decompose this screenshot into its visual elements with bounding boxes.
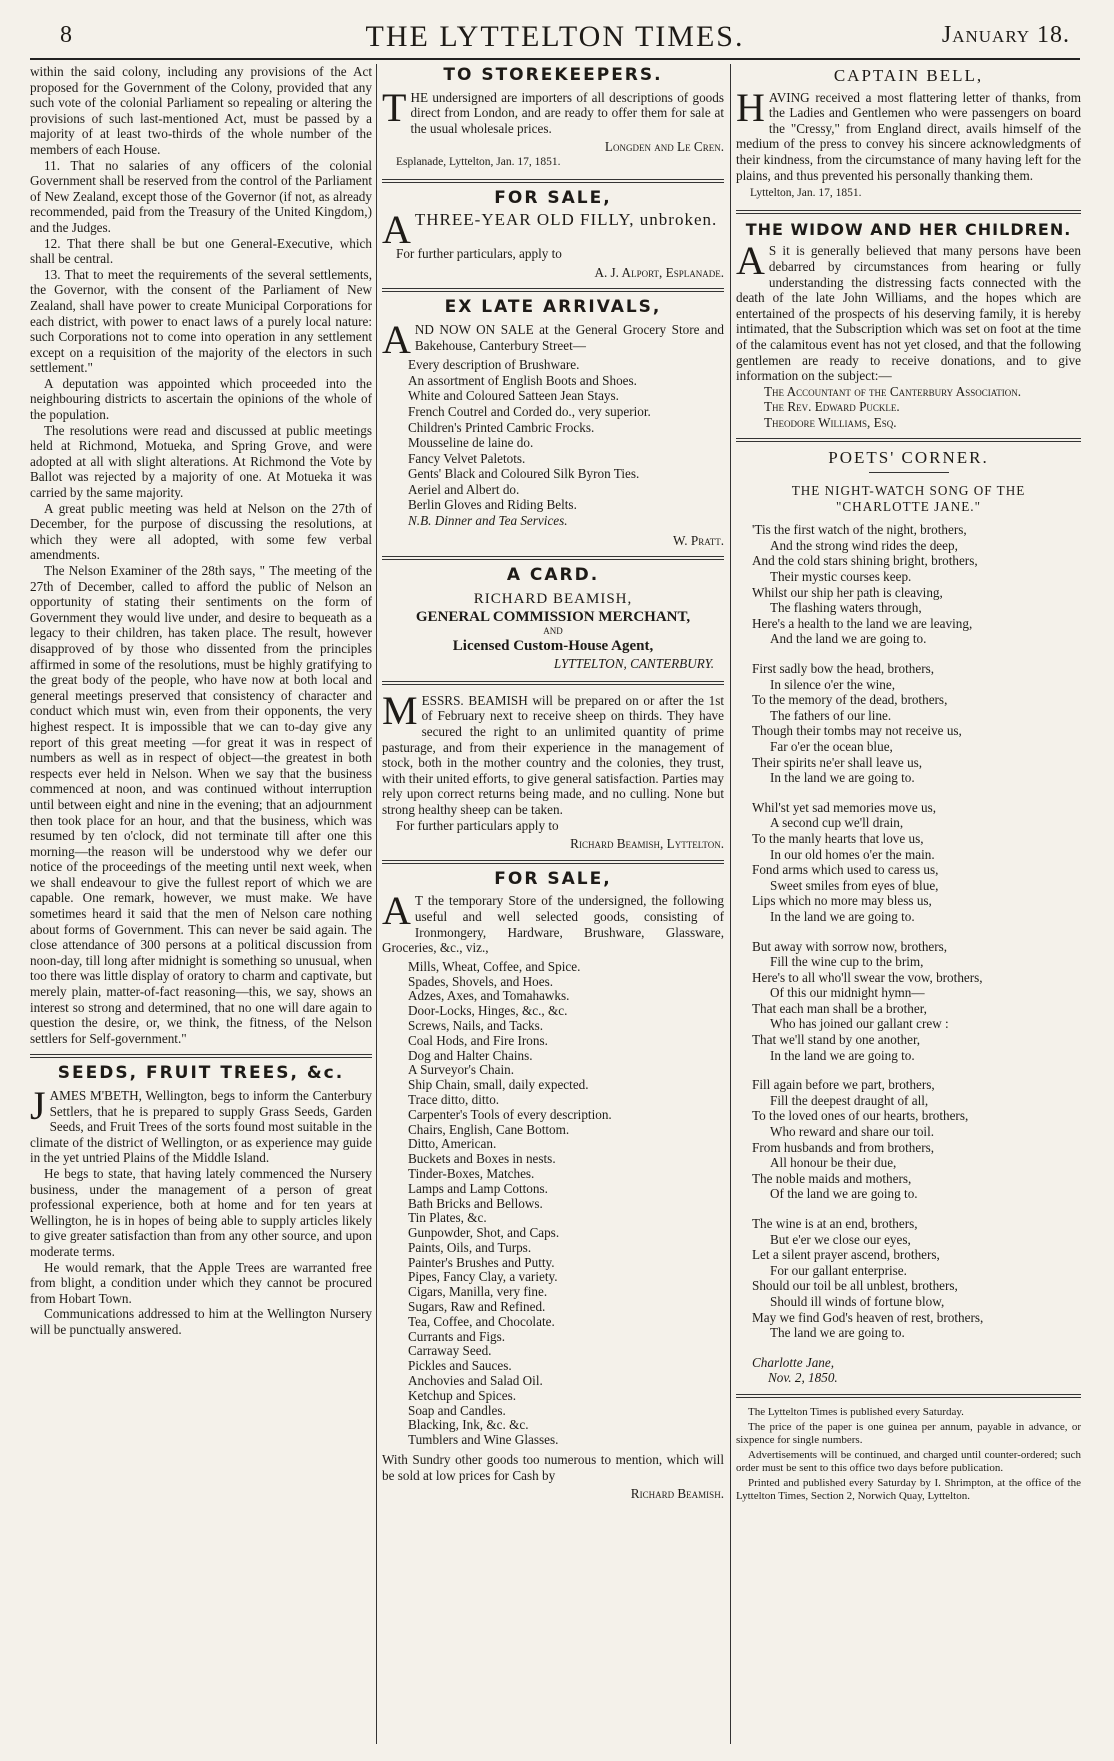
- poem-line: Here's to all who'll swear the vow, brothers,: [752, 969, 983, 985]
- list-item: Sugars, Raw and Refined.: [408, 1299, 546, 1315]
- publication-notice: [736, 1406, 1081, 1503]
- poem-line: But away with sorrow now, brothers,: [752, 938, 948, 954]
- widow-names: [764, 384, 1081, 431]
- list-item: White and Coloured Satteen Jean Stays.: [408, 388, 619, 404]
- notice-line: The Lyttelton Times is published every Saturday.: [748, 1405, 964, 1418]
- poem-line: Lips which no more may bless us,: [752, 893, 932, 909]
- drop-cap: M: [382, 687, 418, 733]
- poem-stanza: [752, 939, 1081, 1064]
- poem-line: For our gallant enterprise.: [770, 1262, 907, 1278]
- poem-line: May we find God's heaven of rest, brothers,: [752, 1309, 984, 1325]
- drop-cap: H: [736, 84, 765, 130]
- list-item: Tin Plates, &c.: [408, 1210, 487, 1226]
- seeds-paragraph: [30, 1083, 372, 1166]
- forsale-text: [382, 888, 724, 956]
- bell-heading: CAPTAIN BELL,: [833, 66, 984, 85]
- section-rule: [30, 1054, 372, 1058]
- poem-line: A second cup we'll drain,: [770, 815, 904, 831]
- poem-title: THE NIGHT-WATCH SONG OF THE: [791, 483, 1026, 499]
- poem-line: The noble maids and mothers,: [752, 1170, 912, 1186]
- arrivals-list: [408, 357, 724, 529]
- article-paragraph: The Nelson Examiner of the 28th says, " The meeting of the 27th of December, called to afford the public of Nelson an opportunity of stating their sentiments on the form of Government they would live under, and desire to bequeath as a legacy to their children, has taken place. The result, however disapproved of by those who dissented from the principles affirmed in some of the resolutions, must be highly gratifying to the great body of the people, who have now at both local and general meetings preserved that consistency of character and conduct which must win, even from their opponents, the very highest respect. It is impossible that we can to-day give any report of this great meeting —for great it was in respect of numbers as well as in respect of object—the greatest in both respects ever held in Nelson. When we say that the business commenced at noon, and was continued without interruption until between eight and nine in the evening; that an adjournment then took place for an hour, and that the business, which was resumed by ten o'clock, did not terminate till after one this morning—the reason will be understood why we defer our notice of the proceedings of the meeting until next week, when we shall endeavour to give the fullest report of which we are capable. One remark, however, we must make. We have sometimes heard it said that the men of Nelson care nothing about forms of Government. This can never be said again. The close attendance of 300 persons at a political discussion from noon-day, till long after midnight is something so unusual, when too there was little display of oratory to charm and captivate, but merely plain, matter-of-fact reasoning—this, we say, shows an interest so strong and determined, that no one will dare again to question the desire, or, we think, the fitness, of the Nelson settlers for Self-government.": [30, 563, 372, 1046]
- drop-cap: T: [382, 84, 407, 130]
- section-rule: [382, 556, 724, 560]
- poem-line: Who reward and share our toil.: [770, 1124, 935, 1140]
- bell-date: Lyttelton, Jan. 17, 1851.: [750, 187, 862, 200]
- poem-stanza: [752, 1216, 1081, 1341]
- list-item: Tea, Coffee, and Chocolate.: [408, 1313, 555, 1329]
- notice-line: Advertisements will be continued, and charged until counter-ordered; such order must be sent to this office two days before publication.: [736, 1448, 1081, 1474]
- poem-line: Here's a health to the land we are leaving,: [752, 615, 973, 631]
- poem-line: And the strong wind rides the deep,: [770, 537, 958, 553]
- drop-cap: A: [382, 888, 411, 934]
- poem-body: [752, 522, 1081, 1341]
- list-item: Pickles and Sauces.: [408, 1358, 512, 1374]
- filly-signature: A. J. Alport, Esplanade.: [594, 264, 724, 280]
- column-2: [382, 64, 724, 1502]
- poets-heading: POETS' CORNER.: [828, 448, 989, 468]
- list-item: Ketchup and Spices.: [408, 1387, 517, 1403]
- masthead: [30, 18, 1080, 60]
- section-rule: [382, 288, 724, 292]
- list-item: Blacking, Ink, &c. &c.: [408, 1417, 529, 1433]
- forsale-close: With Sundry other goods too numerous to mention, which will be sold at low prices for Cash by: [382, 1452, 724, 1483]
- card-and: AND: [543, 625, 563, 636]
- drop-cap: A: [382, 207, 411, 253]
- section-rule: [736, 438, 1081, 442]
- storekeepers-heading: TO STOREKEEPERS.: [443, 65, 663, 85]
- list-item: Screws, Nails, and Tacks.: [408, 1017, 544, 1033]
- poem-line: In the land we are going to.: [770, 908, 915, 924]
- poem-signature: Charlotte Jane,: [752, 1354, 835, 1370]
- poem-line: Whil'st yet sad memories move us,: [752, 799, 937, 815]
- seeds-text: AMES M'BETH, Wellington, begs to inform the Canterbury Settlers, that he is prepared to supply Grass Seeds, Garden Seeds, and Fruit Trees of the sorts found most suitable in the climate of the district of Wellington, or as experience may guide in the yet untried Plains of the Middle Island.: [30, 1088, 372, 1166]
- poem-line: In our old homes o'er the main.: [770, 846, 935, 862]
- goods-list: [408, 960, 724, 1448]
- forsale-body: T the temporary Store of the undersigned, the following useful and well selected goods, consisting of Ironmongery, Hardware, Brushware, Glassware, Groceries, &c., viz.,: [382, 893, 724, 956]
- poem-line: Their mystic courses keep.: [770, 569, 912, 585]
- list-item: Bath Bricks and Bellows.: [408, 1195, 543, 1211]
- card-role: GENERAL COMMISSION MERCHANT,: [415, 608, 691, 625]
- list-item: Coal Hods, and Fire Irons.: [408, 1032, 548, 1048]
- list-item: Lamps and Lamp Cottons.: [408, 1180, 548, 1196]
- poem-line: Fill again before we part, brothers,: [752, 1077, 935, 1093]
- list-item: The Accountant of the Canterbury Association.: [764, 383, 1022, 399]
- page-number: 8: [60, 22, 72, 48]
- list-item: A Surveyor's Chain.: [408, 1062, 515, 1078]
- list-item: Ditto, American.: [408, 1136, 497, 1152]
- widow-body: S it is generally believed that many persons have been debarred by circumstances from hearing or fully understanding the distressing facts connected with the death of the late John Williams, and the hopes which are entertained of the prospects of his deserving family, it is hereby intimated, that the Subscription which was set on foot at the time of the calamitous event has not yet closed, and that the following gentlemen are ready to receive donations, and to give information on the subject:—: [736, 243, 1081, 384]
- list-item: Carraway Seed.: [408, 1343, 492, 1359]
- seeds-heading: SEEDS, FRUIT TREES, &c.: [57, 1063, 345, 1084]
- list-item: Trace ditto, ditto.: [408, 1091, 500, 1107]
- card-role-2: Licensed Custom-House Agent,: [452, 637, 654, 654]
- short-rule: [869, 472, 949, 473]
- poem-line: Their spirits ne'er shall leave us,: [752, 754, 923, 770]
- card-name: RICHARD BEAMISH,: [473, 590, 633, 607]
- messrs-signature: Richard Beamish, Lyttelton.: [570, 836, 724, 852]
- list-item: Paints, Oils, and Turps.: [408, 1239, 532, 1255]
- poem-stanza: [752, 522, 1081, 647]
- list-item: Ship Chain, small, daily expected.: [408, 1077, 589, 1093]
- section-rule: [736, 210, 1081, 214]
- poem-line: The flashing waters through,: [770, 600, 922, 616]
- article-paragraph: 12. That there shall be but one General-Executive, which shall be central.: [30, 235, 372, 267]
- poem-line: To the manly hearts that love us,: [752, 830, 924, 846]
- list-item: Pipes, Fancy Clay, a variety.: [408, 1269, 558, 1285]
- issue-date: January 18.: [941, 22, 1070, 48]
- poem-date: Nov. 2, 1850.: [768, 1370, 838, 1386]
- list-item: Soap and Candles.: [408, 1402, 506, 1418]
- list-item: Berlin Gloves and Riding Belts.: [408, 497, 577, 513]
- storekeepers-date: Esplanade, Lyttelton, Jan. 17, 1851.: [396, 155, 561, 168]
- poem-line: From husbands and from brothers,: [752, 1139, 935, 1155]
- card-heading: A CARD.: [506, 565, 600, 586]
- article-paragraph: A deputation was appointed which proceeded into the neighbouring districts to ascertain the opinions of the whole of the population.: [30, 375, 372, 423]
- poem-line: First sadly bow the head, brothers,: [752, 661, 935, 676]
- list-item: Aeriel and Albert do.: [408, 481, 520, 497]
- section-rule: [382, 179, 724, 183]
- arrivals-heading: EX LATE ARRIVALS,: [444, 297, 662, 318]
- list-item: Gents' Black and Coloured Silk Byron Ties.: [408, 466, 640, 482]
- poem-line: Let a silent prayer ascend, brothers,: [752, 1247, 940, 1263]
- list-item: Tinder-Boxes, Matches.: [408, 1165, 535, 1181]
- list-item: Buckets and Boxes in nests.: [408, 1151, 556, 1167]
- article-paragraph: 11. That no salaries of any officers of the colonial Government shall be reserved from the control of the Parliament of New Zealand, except those of the Governor (if not, as already recommended, paid from the Treasury of the United Kingdom,) and the Judges.: [30, 157, 372, 235]
- poem-line: That each man shall be a brother,: [752, 1000, 927, 1016]
- list-item: Gunpowder, Shot, and Caps.: [408, 1225, 560, 1241]
- notice-line: The price of the paper is one guinea per annum, payable in advance, or sixpence for single numbers.: [736, 1420, 1081, 1446]
- storekeepers-text: [382, 84, 724, 137]
- poem-line: To the memory of the dead, brothers,: [752, 692, 948, 708]
- list-item: Currants and Figs.: [408, 1328, 506, 1344]
- list-item: Tumblers and Wine Glasses.: [408, 1432, 559, 1448]
- list-item: Carpenter's Tools of every description.: [408, 1106, 612, 1122]
- seeds-paragraph: Communications addressed to him at the Wellington Nursery will be punctually answered.: [30, 1306, 372, 1337]
- poem-line: Sweet smiles from eyes of blue,: [770, 877, 939, 893]
- drop-cap: A: [736, 238, 765, 284]
- card-place: LYTTELTON, CANTERBURY.: [553, 655, 714, 671]
- filly-text: [382, 207, 724, 253]
- list-item: Spades, Shovels, and Hoes.: [408, 973, 554, 989]
- list-item: Theodore Williams, Esq.: [764, 414, 897, 430]
- section-rule: [736, 1394, 1081, 1398]
- storekeepers-signature: Longden and Le Cren.: [604, 139, 724, 155]
- list-item: Children's Printed Cambric Frocks.: [408, 419, 595, 435]
- poem-line: In the land we are going to.: [770, 770, 915, 786]
- list-item: Fancy Velvet Paletots.: [408, 450, 526, 466]
- poem-stanza: [752, 800, 1081, 925]
- messrs-text: [382, 687, 724, 818]
- poem-line: And the cold stars shining bright, brothers,: [752, 553, 978, 569]
- article-paragraph: The resolutions were read and discussed at public meetings held at Richmond, Motueka, and Spring Grove, and were adopted at all with slight alterations. At Richmond the Vote by Ballot was rejected by a majority of one. At Motueka it was carried by the same majority.: [30, 422, 372, 501]
- drop-cap: J: [30, 1083, 46, 1128]
- poem-line: Of this our midnight hymn—: [770, 985, 925, 1001]
- seeds-paragraph: He begs to state, that having lately commenced the Nursery business, under the management of a person of great professional experience, both at home and for ten years at Wellington, he is in hopes of being able to supply articles likely to give greater satisfaction than from any other source, and upon moderate terms.: [30, 1165, 372, 1259]
- forsale-heading: FOR SALE,: [494, 868, 612, 889]
- column-rule: [730, 64, 731, 1744]
- list-item: Mousseline de laine do.: [408, 435, 534, 451]
- poem-subtitle: "CHARLOTTE JANE.": [836, 498, 981, 514]
- filly-apply: For further particulars, apply to: [396, 246, 562, 262]
- list-item: Mills, Wheat, Coffee, and Spice.: [408, 958, 581, 974]
- poem-line: Should ill winds of fortune blow,: [770, 1293, 945, 1309]
- poem-line: Who has joined our gallant crew :: [770, 1016, 949, 1032]
- section-rule: [382, 860, 724, 864]
- list-item: Dog and Halter Chains.: [408, 1047, 533, 1063]
- drop-cap: A: [382, 316, 411, 362]
- article-paragraph: 13. That to meet the requirements of the several settlements, the Governor, with the consent of the Parliament of New Zealand, shall have power to create Municipal Corporations for each district, with power to enact laws of a purely local nature: such Corporations not to come into operation in any settlement except on a requisition of the majority of the electors in such settlement.": [30, 266, 372, 376]
- poem-line: Fill the deepest draught of all,: [770, 1092, 929, 1108]
- poem-line: But e'er we close our eyes,: [770, 1231, 911, 1247]
- poem-line: The land we are going to.: [770, 1325, 905, 1341]
- notice-line: Printed and published every Saturday by I. Shrimpton, at the office of the Lyttelton Times, Section 2, Norwich Quay, Lyttelton.: [736, 1476, 1081, 1502]
- poem-line: In the land we are going to.: [770, 1047, 915, 1063]
- list-item: Cigars, Manilla, very fine.: [408, 1284, 548, 1300]
- article-paragraph: A great public meeting was held at Nelson on the 27th of December, for the purpose of discussing the resolutions, at which they were all adopted, with some few verbal amendments.: [30, 500, 372, 563]
- widow-text: [736, 238, 1081, 384]
- poem-line: And the land we are going to.: [770, 631, 927, 647]
- poem-line: Fond arms which used to caress us,: [752, 862, 939, 878]
- poem-stanza: [752, 661, 1081, 786]
- poem-line: That we'll stand by one another,: [752, 1032, 921, 1048]
- storekeepers-body: HE undersigned are importers of all descriptions of goods direct from London, and are ready to offer them for sale at the usual wholesale prices.: [410, 89, 724, 136]
- messrs-body: ESSRS. BEAMISH will be prepared on or after the 1st of February next to receive sheep on thirds. They have secured the right to an unlimited quantity of prime pasturage, and from their experience in the management of stock, both in the mother country and the colonies, they trust, with their united efforts, to give general satisfaction. Parties may rely upon correct returns being made, and no culling. None but strong healthy sheep can be taken.: [382, 692, 724, 817]
- list-item: Anchovies and Salad Oil.: [408, 1373, 543, 1389]
- messrs-apply: For further particulars apply to: [396, 817, 559, 833]
- article-paragraph: within the said colony, including any provisions of the Act proposed for the Government of the Colony, provided that any such vote of the colonial Parliament so repealing or altering the provisions of such last-mentioned Act, must be passed by a majority of at least two-thirds of the whole number of the members of each House.: [30, 64, 372, 157]
- poem-stanza: [752, 1077, 1081, 1202]
- filly-heading: FOR SALE,: [494, 187, 612, 208]
- arrivals-text: [382, 316, 724, 362]
- poem-line: Of the land we are going to.: [770, 1186, 918, 1202]
- list-item: Adzes, Axes, and Tomahawks.: [408, 988, 570, 1004]
- poem-line: Though their tombs may not receive us,: [752, 723, 962, 739]
- list-item: Every description of Brushware.: [408, 357, 580, 373]
- poem-line: Whilst our ship her path is cleaving,: [752, 584, 943, 600]
- newspaper-title: THE LYTTELTON TIMES.: [365, 20, 745, 53]
- poem-line: All honour be their due,: [770, 1155, 897, 1171]
- list-item: Painter's Brushes and Putty.: [408, 1254, 555, 1270]
- arrivals-body: ND NOW ON SALE at the General Grocery Store and Bakehouse, Canterbury Street—: [414, 321, 724, 353]
- poem-line: The wine is at an end, brothers,: [752, 1216, 918, 1231]
- seeds-paragraph: He would remark, that the Apple Trees are warranted free from blight, a condition under which they cannot be procured from Hobart Town.: [30, 1259, 372, 1306]
- widow-heading: THE WIDOW AND HER CHILDREN.: [745, 219, 1072, 239]
- arrivals-note: N.B. Dinner and Tea Services.: [408, 513, 568, 529]
- column-1: [30, 64, 372, 1338]
- bell-text: [736, 84, 1081, 184]
- list-item: The Rev. Edward Puckle.: [764, 399, 900, 415]
- poem-line: 'Tis the first watch of the night, brothers,: [752, 522, 967, 538]
- column-rule: [376, 64, 377, 1744]
- list-item: French Coutrel and Corded do., very superior.: [408, 403, 651, 419]
- column-3: [736, 64, 1081, 1505]
- poem-line: In silence o'er the wine,: [770, 676, 896, 692]
- filly-body: THREE-YEAR OLD FILLY, unbroken.: [414, 210, 718, 230]
- section-rule: [382, 681, 724, 685]
- poem-line: Far o'er the ocean blue,: [770, 738, 893, 754]
- bell-body: AVING received a most flattering letter of thanks, from the Ladies and Gentlemen who were passengers on board the "Cressy," from England direct, avails himself of the medium of the press to convey his sincere acknowledgments of their kindness, from the circumstance of many having left for the plains, and thus prevented his personally thanking them.: [736, 89, 1081, 183]
- list-item: An assortment of English Boots and Shoes.: [408, 372, 637, 388]
- poem-line: To the loved ones of our hearts, brothers,: [752, 1108, 969, 1124]
- poem-line: Fill the wine cup to the brim,: [770, 954, 924, 970]
- list-item: Door-Locks, Hinges, &c., &c.: [408, 1003, 568, 1019]
- arrivals-signature: W. Pratt.: [673, 532, 724, 548]
- list-item: Chairs, English, Cane Bottom.: [408, 1121, 570, 1137]
- poem-line: Should our toil be all unblest, brothers,: [752, 1278, 958, 1294]
- forsale-signature: Richard Beamish.: [630, 1486, 724, 1502]
- poem-line: The fathers of our line.: [770, 707, 892, 723]
